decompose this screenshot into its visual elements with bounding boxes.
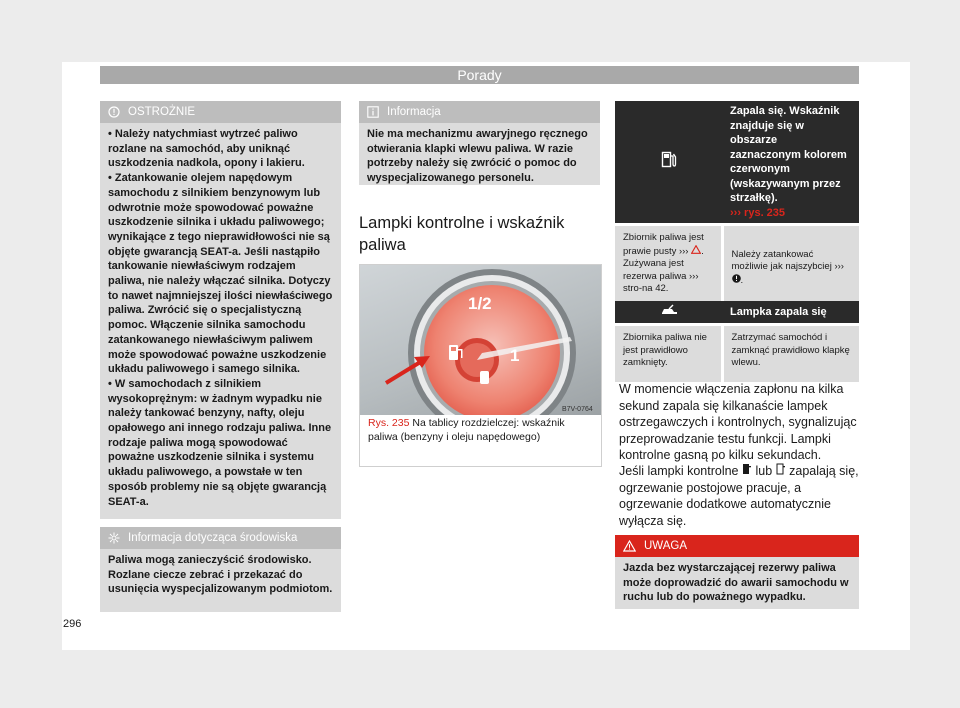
figure-caption: Rys. 235 Na tablicy rozdzielczej: wskaźnik paliwa (benzyny i oleju napędowego) [368, 417, 565, 443]
warning-triangle-icon [623, 540, 636, 552]
gauge-half-label: 1/2 [468, 294, 492, 313]
fuel-cap-icon [660, 304, 678, 316]
environment-box [100, 527, 341, 612]
warning-box [615, 535, 859, 609]
environment-icon [108, 532, 120, 544]
body-paragraph-2: Jeśli lampki kontrolne lub zapalają się, ogrzewanie postojowe pracuje, a ogrzewanie dodatkowe automatycznie wyłącza się. [619, 464, 859, 528]
caution-box [100, 101, 341, 519]
caution-header [100, 101, 341, 123]
body-paragraph-1: W momencie włączenia zapłonu na kilka sekund zapala się kilkanaście lampek ostrzegawczych i kontrolnych, sygnalizując przeprowadzanie testu funkcji. Lampki kontrolne gasną po kilku sekundach. [619, 382, 857, 462]
info-header [359, 101, 600, 123]
heater-outline-icon [776, 463, 786, 475]
table1-left-cell: Zbiornik paliwa jest prawie pusty ››› . Zużywana jest rezerwa paliwa ››› stro-na 42. [615, 225, 722, 311]
table1-header-text: Zapala się. Wskaźnik znajduje się w obszarze zaznaczonym kolorem czerwonym (wskazywanym przez strzałkę). ››› rys. 235 [722, 101, 859, 225]
caution-item: • Zatankowanie olejem napędowym samochodu z silnikiem benzynowym lub odwrotnie może spowodować poważne uszkodzenie silnika i układu paliwowego; wynikające z tego nieprawidłowości nie są objęte gwarancją SEAT-a. Jeśli nastąpiło tankowanie niewłaściwym rodzajem paliwa, nie należy włączać silnika. Dotyczy to nawet najmniejszej ilości niewłaściwego paliwa. Zwrócić się o specjalistyczną pomoc. Włączenie silnika samochodu zatankowanego niewłaściwym paliwem może spowodować poważne uszkodzenie układu paliwowego i samego silnika. [108, 172, 333, 376]
table2-header-text: Lampka zapala się [722, 301, 859, 325]
warning-triangle-icon [691, 245, 701, 254]
table2-icon-cell [615, 301, 722, 325]
gauge-full-label: 1 [510, 346, 520, 365]
section-heading: Lampki kontrolne i wskaźnik paliwa [359, 214, 565, 254]
fuel-gauge-photo [360, 265, 601, 415]
info-box [359, 101, 600, 185]
environment-header [100, 527, 341, 549]
fuel-cap-table [615, 301, 859, 382]
info-title: Informacja [387, 106, 441, 118]
warning-text: Jazda bez wystarczającej rezerwy paliwa może doprowadzić do awarii samochodu w ruchu lub do poważnego wypadku. [623, 562, 849, 604]
figure-code: B7V-0764 [562, 406, 593, 413]
caution-title: OSTROŻNIE [128, 106, 196, 118]
caution-icon [108, 106, 120, 118]
fuel-warning-table [615, 101, 859, 310]
caution-item: • Należy natychmiast wytrzeć paliwo rozlane na samochód, aby uniknąć uszkodzenia nadkola, opony i lakieru. [108, 128, 305, 170]
table2-left-cell: Zbiornika paliwa nie jest prawidłowo zamknięty. [615, 325, 722, 383]
environment-title: Informacja dotycząca środowiska [128, 532, 298, 544]
figure-235 [359, 264, 602, 467]
info-circle-icon [732, 274, 741, 283]
page-header: Porady [100, 66, 859, 84]
heater-indicator-icon [742, 463, 752, 475]
info-text: Nie ma mechanizmu awaryjnego ręcznego otwierania klapki wlewu paliwa. W razie potrzeby należy się zwrócić o pomoc do wyspecjalizowanego personelu. [367, 128, 588, 185]
fuel-pump-icon [661, 151, 677, 169]
caution-item: • W samochodach z silnikiem wysokoprężnym: w żadnym wypadku nie należy tankować benzyny, nafty, oleju opałowego ani innego rodzaju paliwa. Inne rodzaje paliwa mogą spowodować poważne uszkodzenie silnika i systemu układu paliwowego, a powstałe w ten sposób problemy nie są objęte gwarancją SEAT-a. [108, 377, 332, 508]
page-number: 296 [63, 618, 82, 630]
warning-header [615, 535, 859, 557]
table2-right-cell: Zatrzymać samochód i zamknąć prawidłowo klapkę wlewu. [722, 325, 859, 383]
warning-title: UWAGA [644, 540, 688, 552]
table1-icon-cell [615, 101, 722, 225]
table1-right-cell: Należy zatankować możliwie jak najszybciej ››› . [722, 225, 859, 311]
environment-text: Paliwa mogą zanieczyścić środowisko. Rozlane ciecze zebrać i przekazać do usunięcia wyspecjalizowanym podmiotom. [108, 554, 333, 596]
info-icon [367, 106, 379, 118]
